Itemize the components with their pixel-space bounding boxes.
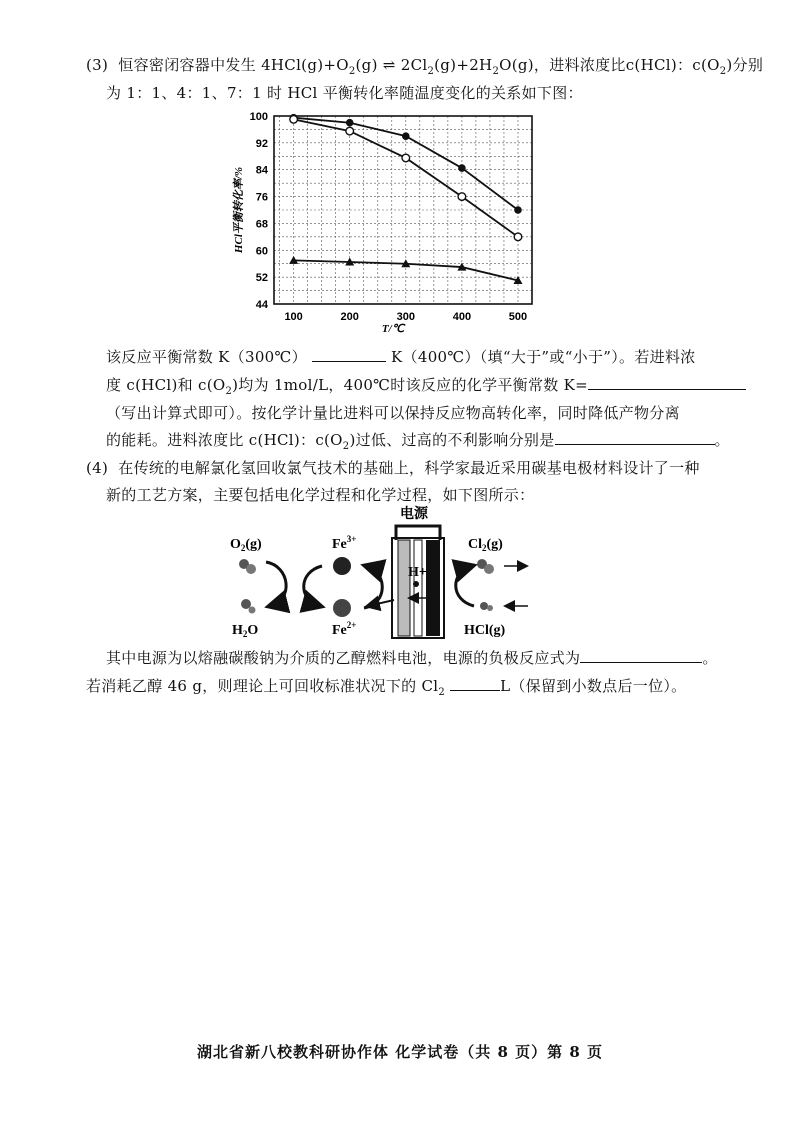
data-point [514,206,522,214]
q4-line-1: (4) 在传统的电解氯化氢回收氯气技术的基础上，科学家最近采用碳基电极材料设计了一种 [86,459,700,477]
x-tick-label: 200 [340,311,359,323]
fe2-label: $Fe^{2+}$ [332,620,357,638]
q4-line-4: 若消耗乙醇 46 g，则理论上可回收标准状况下的 $Cl_2$ L（保留到小数点后一位）。 [86,677,687,698]
fe3-to-fe2-arrow [304,566,322,606]
o2-label: $O_2(g)$ [230,537,262,553]
x-tick-label: 100 [284,311,303,323]
q3-line-2: 为 1：1、4：1、7：1 时 HCl 平衡转化率随温度变化的关系如下图： [106,84,583,102]
conversion-chart [226,104,546,336]
h-ion-label: H+ [408,565,427,580]
data-point [346,119,354,127]
data-point [402,132,410,140]
membrane [414,540,422,636]
x-tick-label: 300 [396,311,415,323]
data-point [290,116,298,124]
fe3-label: $Fe^{3+}$ [332,534,357,552]
x-tick-label: 500 [508,311,528,323]
y-tick-label: 100 [249,111,268,123]
hcl-molecule-icon [480,602,488,610]
h2o-molecule-icon-b [249,607,256,614]
h2o-molecule-icon [241,599,251,609]
y-tick-label: 92 [255,137,268,150]
q4-line-2: 新的工艺方案，主要包括电化学过程和化学过程，如下图所示： [106,486,535,504]
q3-label: (3) [86,56,109,74]
left-electrode [398,540,410,636]
answer-blank-k-compare[interactable] [312,346,386,362]
data-point [458,164,466,172]
q4-line-3: 其中电源为以熔融碳酸钠为介质的乙醇燃料电池，电源的负极反应式为 。 [106,649,718,667]
hcl-molecule-icon-b [487,605,493,611]
power-source-label: 电源 [400,507,428,522]
y-tick-label: 84 [255,164,268,177]
y-tick-label: 60 [255,245,268,258]
answer-blank-anode-equation[interactable] [580,647,702,663]
hcl-label: HCl(g) [464,623,506,638]
y-tick-label: 68 [255,218,268,231]
page-footer: 湖北省新八校教科研协作体 化学试卷（共 8 页）第 8 页 [197,1043,603,1061]
q3-line-6: 的能耗。进料浓度比 c(HCl)：$c(O_2)$过低、过高的不利影响分别是 。 [106,431,730,452]
h-ion-dot [413,581,419,587]
x-tick-label: 400 [452,311,472,323]
cl2-molecule-icon-b [484,564,494,574]
data-point [402,154,410,162]
data-point [346,127,354,135]
data-point [514,233,522,241]
answer-blank-cl2-volume[interactable] [450,675,500,691]
answer-blank-k-expression[interactable] [588,374,746,390]
y-axis-title: HCl平衡转化率/% [233,166,245,254]
y-tick-label: 52 [255,272,268,285]
y-tick-label: 44 [255,299,268,311]
o2-molecule-icon-b [246,564,256,574]
q3-line-5: （写出计算式即可）。按化学计量比进料可以保持反应物高转化率，同时降低产物分离 [106,404,680,422]
x-axis-title: T/℃ [381,323,405,335]
q3-line-3: 该反应平衡常数 K（300℃） K（400℃）（填“大于”或“小于”）。若进料浓 [106,348,696,366]
y-tick-label: 76 [255,191,268,204]
process-diagram [228,500,548,650]
hcl-oxidation-arrow [456,566,474,606]
fe2-to-fe3-arrow [364,566,382,608]
cl2-label: $Cl_2(g)$ [468,537,503,553]
o2-reduction-arrow [266,562,286,606]
fe3-ion-icon [333,557,351,575]
fe2-ion-icon [333,599,351,617]
q3-line-4: 度 c(HCl)和 $c(O_2)$均为 1mol/L，400℃时该反应的化学平衡常数 K= [106,374,746,403]
q3-line-1: (3) 恒容密闭容器中发生 $4HCl(g)+O_2(g)$ ⇌ $2Cl_2(g)+2H_2O(g)$，进料浓度比c(HCl)：$c(O_2)$分别 [86,56,764,77]
data-point [458,193,466,201]
q4-label: (4) [86,459,109,477]
answer-blank-ratio-effects[interactable] [555,429,715,445]
h2o-label: $H_2O$ [232,623,259,639]
right-electrode [426,540,440,636]
electrode-to-fe-arrow [368,600,394,606]
